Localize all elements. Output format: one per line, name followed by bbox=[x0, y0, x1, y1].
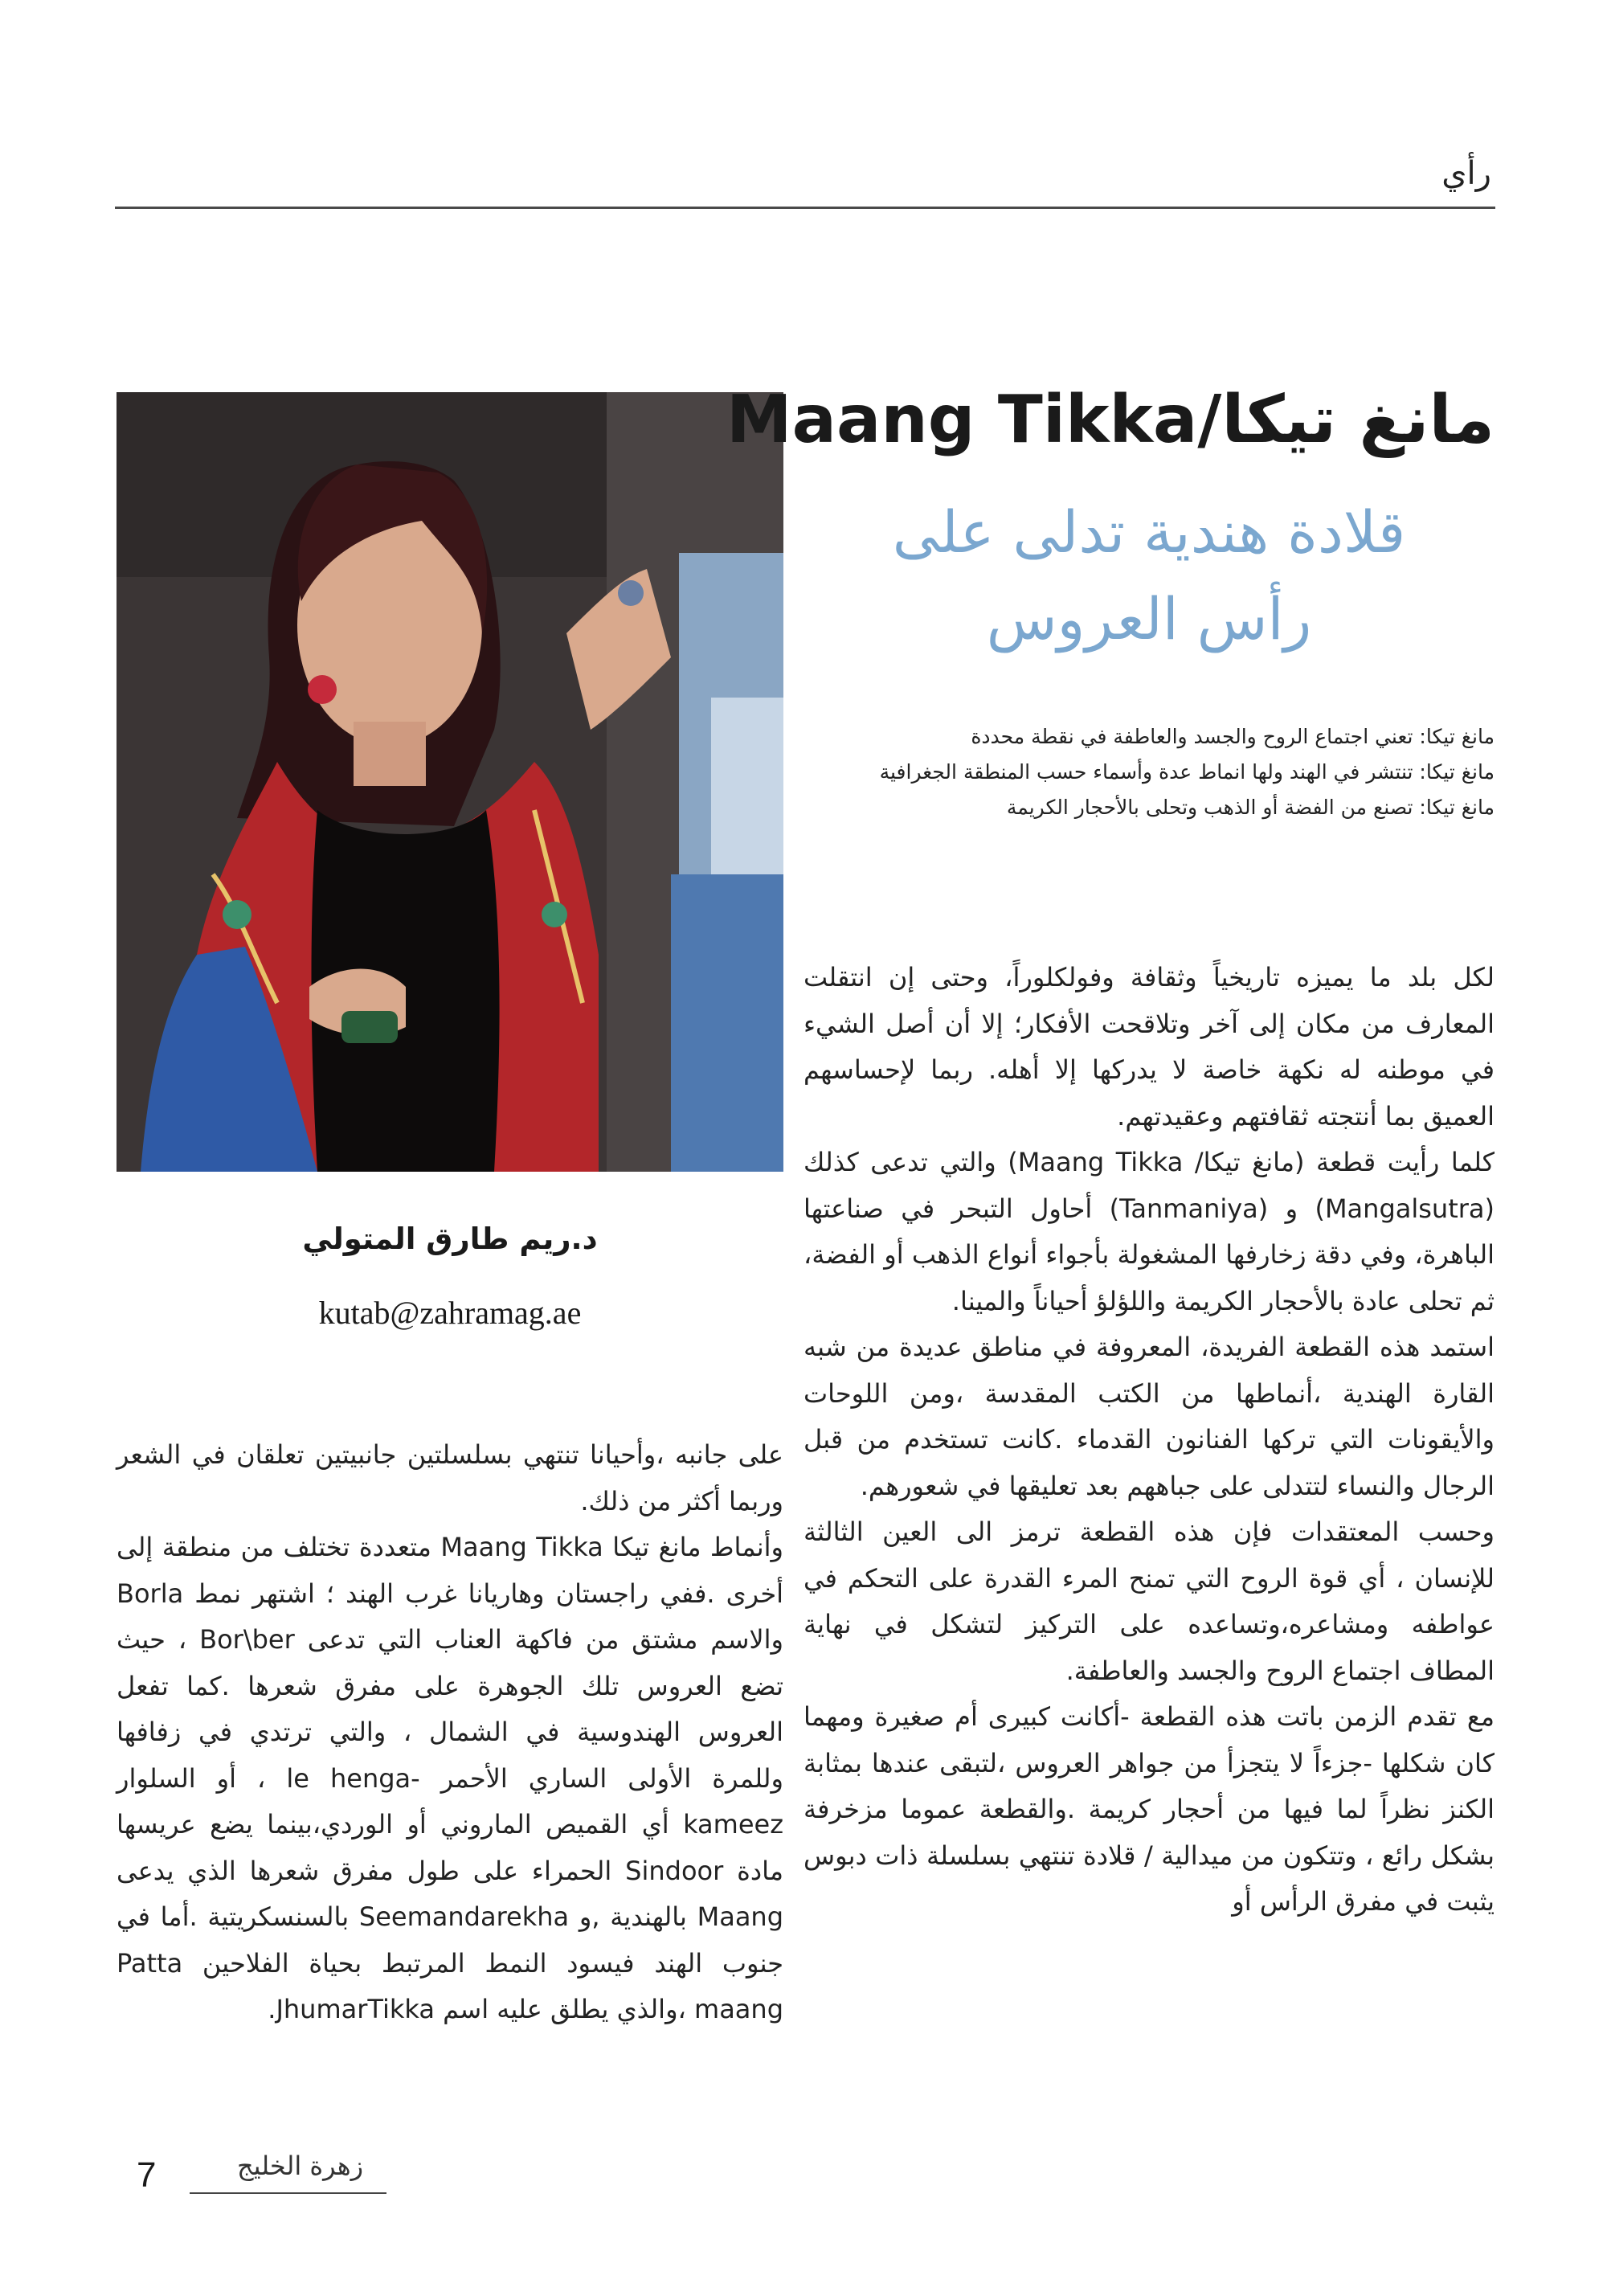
body-paragraph: مع تقدم الزمن باتت هذه القطعة -أكانت كبيرى أم صغيرة ومهما كان شكلها -جزءاً لا يتجزأ من جواهر العروس ،لتبقى عندها بمثابة الكنز نظراً لما فيها من أحجار كريمة .والقطعة عموما مزخرفة بشكل رائع ، وتتكون من ميدالية / قلادة تنتهي بسلسلة ذات دبوس يثبت في مفرق الرأس أو bbox=[804, 1701, 1495, 1917]
top-divider bbox=[115, 207, 1495, 209]
body-paragraph: كلما رأيت قطعة (مانغ تيكا/ Maang Tikka) والتي تدعى كذلك (Mangalsutra) و (Tanmaniya) أحاول التبحر في صناعتها الباهرة، وفي دقة زخارفها المشغولة بأجواء أنواع الذهب أو الفضة، ثم تحلى عادة بالأحجار الكريمة واللؤلؤ أحياناً والمينا. bbox=[804, 1147, 1495, 1316]
author-name: د.ريم طارق المتولي bbox=[302, 1222, 598, 1256]
body-paragraph: وحسب المعتقدات فإن هذه القطعة ترمز الى العين الثالثة للإنسان ، أي قوة الروح التي تمنح المرء القدرة على التحكم في عواطفه ومشاعره،وتساعده على التركيز لتشكل في نهاية المطاف اجتماع الروح والجسد والعاطفة. bbox=[804, 1516, 1495, 1686]
author-email[interactable]: kutab@zahramag.ae bbox=[318, 1295, 582, 1331]
fact-item: مانغ تيكا: تنتشر في الهند ولها انماط عدة وأسماء حسب المنطقة الجغرافية bbox=[879, 760, 1495, 784]
article-subtitle bbox=[804, 489, 1495, 662]
body-paragraph: لكل بلد ما يميزه تاريخياً وثقافة وفولكلوراً، وحتى إن انتقلت المعارف من مكان إلى آخر وتلاقحت الأفكار؛ إلا أن أصل الشيء في موطنه له نكهة خاصة لا يدركها إلا أهله. ربما لإحساسهم العميق بما أنتجته ثقافتهم وعقيدتهم. bbox=[804, 962, 1495, 1132]
section-label: رأي bbox=[1441, 155, 1491, 192]
author-photo bbox=[117, 392, 783, 1172]
fact-item: مانغ تيكا: تصنع من الفضة أو الذهب وتحلى بالأحجار الكريمة bbox=[1006, 796, 1495, 819]
fact-list bbox=[804, 719, 1495, 825]
subtitle-line: قلادة هندية تدلى على bbox=[892, 498, 1406, 566]
subtitle-line: رأس العروس bbox=[986, 585, 1312, 653]
page-number: 7 bbox=[137, 2155, 157, 2195]
body-paragraph: على جانبه ،وأحيانا تنتهي بسلسلتين جانبيتين تعلقان في الشعر وربما أكثر من ذلك. bbox=[117, 1439, 783, 1516]
body-paragraph: وأنماط مانغ تيكا Maang Tikka متعددة تختلف من منطقة إلى أخرى .ففي راجستان وهاريانا غرب الهند ؛ اشتهر نمط Borla والاسم مشتق من فاكهة العناب التي تدعى Bor\ber ، حيث تضع العروس تلك الجوهرة على مفرق شعرها .كما تفعل العروس الهندوسية في الشمال ، والتي ترتدي في زفافها وللمرة الأولى الساري الأحمر -le henga ، أو السلوار kameez أي القميص الماروني أو الوردي،بينما يضع عريسها مادة Sindoor الحمراء على طول مفرق شعرها الذي يدعى Maang بالهندية ,و Seemandarekha بالسنسكريتية .أما في جنوب الهند فيسود النمط المرتبط بحياة الفلاحين Patta maang ،والذي يطلق عليه اسم JhumarTikka. bbox=[117, 1532, 784, 2024]
article-body-left-column bbox=[117, 1432, 783, 2033]
article-body-right-column bbox=[804, 955, 1495, 1926]
magazine-name: زهرة الخليج bbox=[237, 2151, 364, 2181]
footer-divider bbox=[190, 2192, 386, 2194]
article-headline: مانغ تيكا/Maang Tikka bbox=[726, 382, 1495, 458]
body-paragraph: استمد هذه القطعة الفريدة، المعروفة في مناطق عديدة من شبه القارة الهندية ،أنماطها من الكتب المقدسة ،ومن اللوحات والأيقونات التي تركها الفنانون القدماء .كانت تستخدم من قبل الرجال والنساء لتتدلى على جباههم بعد تعليقها في شعورهم. bbox=[804, 1332, 1495, 1501]
fact-item: مانغ تيكا: تعني اجتماع الروح والجسد والعاطفة في نقطة محددة bbox=[971, 725, 1495, 748]
